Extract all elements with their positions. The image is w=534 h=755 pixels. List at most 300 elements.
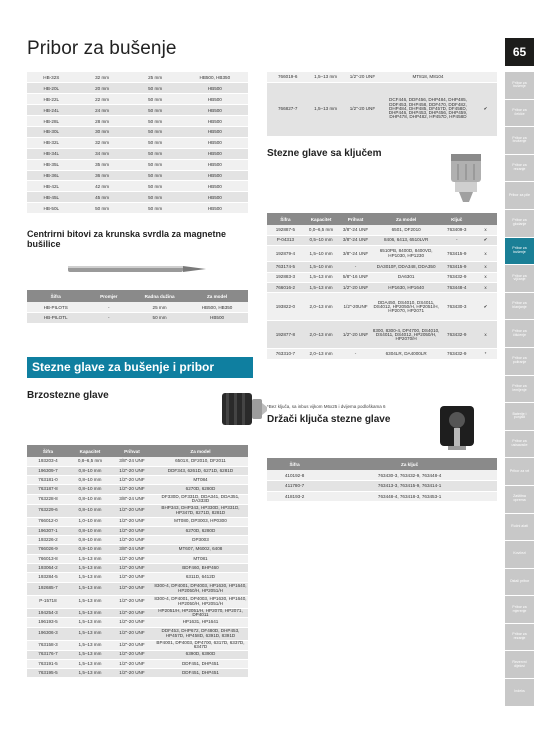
table-cell: 20 mm	[76, 83, 129, 94]
table-cell: 763176-7	[27, 650, 69, 659]
col-header: Prihvat	[338, 213, 373, 225]
key-holders-table	[267, 458, 497, 502]
table-cell: 1,5–13 mm	[69, 582, 111, 595]
key-holders-heading: Držači ključa stezne glave	[267, 414, 391, 425]
table-cell: BP4001, DP4003, DP4700, 6317D, 6337D, 6347D	[153, 640, 248, 650]
table-cell: 1,5–13 mm	[69, 573, 111, 582]
table-row	[27, 627, 248, 640]
table-cell: 34 mm	[76, 148, 129, 159]
table-row	[27, 126, 248, 137]
table-cell: 1/2"-20 UNF	[111, 582, 153, 595]
table-row	[27, 582, 248, 595]
table-cell: 1/2"-20 UNF	[111, 526, 153, 535]
table-cell: 6304LR, DA4000LR	[373, 349, 440, 359]
table-cell: 1,0–10 mm	[69, 517, 111, 526]
table-cell: 50 mm	[133, 313, 186, 324]
table-cell: HB500	[182, 159, 248, 170]
col-header: Šifra	[27, 445, 69, 457]
table-cell: 193822-0	[267, 293, 304, 321]
table-row	[27, 659, 248, 668]
table-cell: HB500	[186, 313, 248, 324]
col-header: Za ključ	[322, 458, 497, 470]
table-cell: HB500, HB350	[186, 302, 248, 313]
table-row	[27, 181, 248, 192]
table-cell: DDF343, 6261D, 6271D, 6281D	[153, 466, 248, 475]
table-row	[27, 573, 248, 582]
table-row	[267, 321, 497, 349]
table-cell: DA6301	[373, 272, 440, 282]
table-cell: 1/2"-20 UNF	[111, 563, 153, 572]
table-cell: 1/2"-20 UNF	[111, 485, 153, 494]
table-cell: HB-36L	[27, 170, 76, 181]
table-cell: 766827-7	[267, 82, 308, 136]
chapter-tab[interactable]: Kovčezi	[505, 541, 534, 569]
table-row	[27, 105, 248, 116]
table-cell: HP2051/H, HP2051/H, HP2070, HP2071, DP4011	[153, 608, 248, 618]
quick-chucks-table	[27, 445, 248, 678]
table-row	[27, 640, 248, 650]
table-cell: 50 mm	[129, 203, 182, 214]
table-cell: 763158-3	[27, 640, 69, 650]
table-cell: 50 mm	[129, 170, 182, 181]
table-cell: 0,8–6,5 mm	[69, 457, 111, 466]
table-cell: -	[338, 349, 373, 359]
table-row	[27, 526, 248, 535]
table-cell: MT080, DP3003, HP0300	[153, 517, 248, 526]
table-cell: 1/2"-20 UNF	[111, 627, 153, 640]
table-cell: 1/2"-20 UNF	[111, 595, 153, 608]
table-row	[27, 554, 248, 563]
table-cell: ✔	[474, 235, 497, 245]
table-row	[27, 608, 248, 618]
table-row	[27, 536, 248, 545]
table-cell: 1/2"-20 UNF	[111, 517, 153, 526]
chapter-tab[interactable]: Pribor za čekiće	[505, 100, 534, 128]
table-cell: 2,0–13 mm	[304, 321, 339, 349]
chapter-tab[interactable]: Pribor za vrt	[505, 458, 534, 486]
table-cell: HB500, HB350	[182, 72, 248, 83]
chapter-tab[interactable]: Ostali pribor	[505, 569, 534, 597]
table-cell: HB500	[182, 116, 248, 127]
table-cell: HB-20L	[27, 83, 76, 94]
table-cell: HB500	[182, 137, 248, 148]
table-cell: 196193-5	[27, 618, 69, 627]
table-cell: 2,0–13 mm	[304, 293, 339, 321]
table-cell: -	[84, 313, 133, 324]
table-cell: HB500	[182, 83, 248, 94]
table-cell: MT081	[153, 554, 248, 563]
table-row	[267, 72, 497, 82]
table-row	[27, 159, 248, 170]
table-cell: HP1631, HP1641	[153, 618, 248, 627]
table-cell: HB-45L	[27, 192, 76, 203]
table-cell: HB500	[182, 105, 248, 116]
table-row	[27, 72, 248, 83]
table-cell: 50 mm	[129, 83, 182, 94]
col-header: Šifra	[267, 458, 322, 470]
chapter-tab[interactable]: Pribor za čišćenje	[505, 320, 534, 348]
table-row	[267, 349, 497, 359]
table-cell: 1,5–13 mm	[69, 640, 111, 650]
pilot-bit-image	[68, 263, 208, 275]
table-cell: 192883-3	[267, 272, 304, 282]
col-header: Promjer	[84, 290, 133, 302]
table-cell: 763448-4	[439, 283, 474, 293]
table-cell: HB-PILOTS	[27, 302, 84, 313]
bits-table	[27, 72, 248, 214]
chapter-tab[interactable]: Pribor za vijčanje	[505, 265, 534, 293]
table-cell: x	[474, 246, 497, 262]
table-cell: HB-30L	[27, 126, 76, 137]
table-cell: HB-34L	[27, 148, 76, 159]
table-cell: 50 mm	[76, 203, 129, 214]
table-cell: 28 mm	[76, 116, 129, 127]
table-cell: 1/2"-20 UNF	[111, 504, 153, 517]
table-cell: 763413-3, 763415-9, 763414-1	[322, 481, 497, 492]
table-cell: 196307-1	[27, 526, 69, 535]
table-cell: 50 mm	[129, 159, 182, 170]
table-cell: x	[474, 262, 497, 272]
col-header: Ključ	[439, 213, 474, 225]
keyed-chuck-image	[445, 150, 500, 205]
table-cell: DP3003	[153, 536, 248, 545]
table-cell: 0,8–10 mm	[69, 504, 111, 517]
table-cell: 35 mm	[76, 159, 129, 170]
table-cell: 193064-2	[27, 563, 69, 572]
chapter-tab[interactable]: Indeks	[505, 679, 534, 707]
table-cell: DDF453, DHP672, DF480D, DHP453, HP457D, HP458D, 6391D, 8391D	[153, 627, 248, 640]
table-cell: 3/8"-24 UNF	[338, 235, 373, 245]
table-cell: x	[474, 321, 497, 349]
table-cell: x	[474, 272, 497, 282]
chapter-tab[interactable]: Pribor za brušenje	[505, 127, 534, 155]
table-row	[27, 313, 248, 324]
table-cell: -	[338, 262, 373, 272]
table-row	[27, 116, 248, 127]
table-cell: 1,5–13 mm	[69, 554, 111, 563]
table-cell: 1,5–13 mm	[69, 608, 111, 618]
table-cell: DA3010F, DDA348, DDA350	[373, 262, 440, 272]
table-cell: 42 mm	[76, 181, 129, 192]
table-cell: 6270D, 6280D	[153, 485, 248, 494]
table-cell: 763195-5	[27, 669, 69, 678]
table-cell: MT607, M6002, 6408	[153, 545, 248, 554]
table-cell: 50 mm	[129, 192, 182, 203]
table-cell: 763432-9	[439, 349, 474, 359]
keyed-chucks-heading: Stezne glave sa ključem	[267, 148, 382, 159]
table-cell: x	[474, 225, 497, 235]
table-cell: HB-22L	[27, 94, 76, 105]
page-number: 65	[505, 38, 534, 66]
table-cell: 763432-9	[439, 321, 474, 349]
table-cell: 50 mm	[129, 126, 182, 137]
table-cell: HB500	[182, 148, 248, 159]
chapter-tab[interactable]: Pribor za poliranje	[505, 348, 534, 376]
table-cell: 1,5–13 mm	[69, 669, 111, 678]
table-cell: -	[439, 235, 474, 245]
table-cell: 1/2"-20 UNF	[111, 618, 153, 627]
table-cell: 1/2"-20 UNF	[111, 659, 153, 668]
table-cell: -	[84, 302, 133, 313]
table-cell: 763181-0	[27, 476, 69, 485]
col-header: Kapacitet	[69, 445, 111, 457]
table-cell: P-15718	[27, 595, 69, 608]
chapter-tab[interactable]: Rezervni dijelovi	[505, 651, 534, 679]
table-cell: DDA450, DS4010, DS4011, DS4012, HP2050/H, HP2051/H, HP2070, HP2071	[373, 293, 440, 321]
table-cell: 763310-7	[267, 349, 304, 359]
table-cell: 32 mm	[76, 137, 129, 148]
table-cell: DDF451, DHP451	[153, 659, 248, 668]
table-cell: 0,8–10 mm	[69, 494, 111, 504]
table-cell: 1/2"-20 UNF	[343, 82, 382, 136]
table-row	[267, 283, 497, 293]
col-header: Prihvat	[111, 445, 153, 457]
table-cell: x	[474, 283, 497, 293]
table-cell: HB-32L	[27, 137, 76, 148]
chapter-tab[interactable]: Baterije i punjači	[505, 403, 534, 431]
table-cell: 6311D, 6412D	[153, 573, 248, 582]
table-cell: 196306-3	[27, 627, 69, 640]
table-cell: 3/8"-24 UNF	[111, 457, 153, 466]
chapter-tab[interactable]: Ručni alati	[505, 514, 534, 542]
table-cell: 32 mm	[76, 72, 129, 83]
chapter-tab[interactable]: Pribor za bušenje	[505, 238, 534, 266]
table-cell: 763229-6	[27, 504, 69, 517]
table-row	[27, 669, 248, 678]
table-cell: 6501X, DF2010, DF2011	[153, 457, 248, 466]
table-row	[267, 481, 497, 492]
table-cell: 763228-8	[27, 494, 69, 504]
table-cell: 192877-8	[267, 321, 304, 349]
table-cell: 1,5–13 mm	[69, 563, 111, 572]
table-cell: 0,8–10 mm	[69, 485, 111, 494]
chapter-tab[interactable]: Pribor za mjerenje	[505, 596, 534, 624]
table-cell: 193284-5	[27, 573, 69, 582]
table-cell: 1/2"-20 UNF	[111, 650, 153, 659]
table-cell: 8406, 6413, 6510LVR	[373, 235, 440, 245]
table-cell: 25 mm	[133, 302, 186, 313]
table-cell: 192887-5	[267, 225, 304, 235]
table-cell: 1/2"-20 UNF	[338, 321, 373, 349]
table-cell: 0,0–6,5 mm	[304, 225, 339, 235]
table-cell: HB500	[182, 94, 248, 105]
table-cell: 3/8"-24 UNF	[338, 246, 373, 262]
table-cell: 45 mm	[76, 192, 129, 203]
table-cell: 1/2"-20 UNF	[111, 476, 153, 485]
table-cell: HB500	[182, 170, 248, 181]
table-cell: HB500	[182, 203, 248, 214]
table-row	[27, 485, 248, 494]
table-cell: 411780-7	[267, 481, 322, 492]
table-cell: 1/2"-20 UNF	[343, 72, 382, 82]
table-cell: 8300-4, DP4001, DP4003, HP1630, HP1640, HP2050/H, HP2051/H	[153, 595, 248, 608]
table-cell: 1/2"-20 UNF	[111, 466, 153, 475]
table-row	[27, 137, 248, 148]
table-cell: 1,5–13 mm	[304, 283, 339, 293]
table-cell: 763432-9	[439, 272, 474, 282]
table-cell: DDF451, DHP451	[153, 669, 248, 678]
table-cell: HB-32S	[27, 72, 76, 83]
table-cell: 410192-8	[267, 470, 322, 481]
table-row	[27, 302, 248, 313]
table-cell: 196309-7	[27, 466, 69, 475]
table-cell: 30 mm	[76, 126, 129, 137]
table-cell: 763415-9	[439, 262, 474, 272]
table-row	[27, 457, 248, 466]
table-cell: 22 mm	[76, 94, 129, 105]
table-cell: 192879-4	[267, 246, 304, 262]
table-row	[267, 225, 497, 235]
table-cell: HB-28L	[27, 116, 76, 127]
section-banner: Stezne glave za bušenje i pribor	[27, 357, 253, 378]
table-cell: 1,5–13 mm	[69, 627, 111, 640]
table-cell: 1/2"-20 UNF	[338, 283, 373, 293]
table-row	[267, 470, 497, 481]
table-cell: 0,8–10 mm	[69, 536, 111, 545]
chapter-tab[interactable]: Pribor za lemljenje	[505, 376, 534, 404]
table-cell: 24 mm	[76, 105, 129, 116]
table-cell: 1/2"-20 UNF	[111, 536, 153, 545]
col-header	[474, 213, 497, 225]
pilots-table	[27, 290, 248, 324]
keyed-chucks-table	[267, 213, 497, 360]
table-cell: 766026-9	[27, 545, 69, 554]
table-row	[27, 494, 248, 504]
table-row	[27, 203, 248, 214]
table-row	[27, 476, 248, 485]
table-cell: 1,5–13 mm	[69, 618, 111, 627]
table-cell: 763187-8	[27, 485, 69, 494]
table-cell: 193226-2	[27, 536, 69, 545]
table-cell: 763174-5	[267, 262, 304, 272]
table-cell: 766016-2	[267, 283, 304, 293]
quick-chucks-heading: Brzostezne glave	[27, 390, 109, 401]
table-row	[267, 246, 497, 262]
table-cell: BDF460, BHP460	[153, 563, 248, 572]
table-cell: 50 mm	[129, 181, 182, 192]
table-cell: 1,5–10 mm	[304, 246, 339, 262]
table-cell: 1,5–13 mm	[69, 595, 111, 608]
table-cell: 0,8–10 mm	[69, 476, 111, 485]
table-cell: 2,0–13 mm	[304, 349, 339, 359]
table-cell: 1/2"-20 UNF	[111, 554, 153, 563]
table-row	[267, 491, 497, 502]
keyless-cont-table	[267, 72, 497, 137]
table-cell: HP1630, HP1640	[373, 283, 440, 293]
table-cell: HB500	[182, 192, 248, 203]
table-cell: 3/8"-24 UNF	[111, 494, 153, 504]
table-cell: 6501, DF2010	[373, 225, 440, 235]
table-cell: 8300, 8300-4, DP4700, DS4010, DS4011, DS4012, HP2050/H, HP2070/H	[373, 321, 440, 349]
table-row	[27, 466, 248, 475]
table-cell: 36 mm	[76, 170, 129, 181]
chapter-tab[interactable]: Pribor za rezanje	[505, 624, 534, 652]
table-row	[267, 272, 497, 282]
table-cell: HB500	[182, 126, 248, 137]
table-cell: 766012-0	[27, 517, 69, 526]
table-cell: 1/2"-20 UNF	[111, 573, 153, 582]
keyless-chuck-image	[218, 385, 268, 433]
table-cell: 194254-3	[27, 608, 69, 618]
table-row	[267, 235, 497, 245]
table-cell: 6270D, 6280D	[153, 526, 248, 535]
table-cell: 50 mm	[129, 94, 182, 105]
table-cell: 50 mm	[129, 116, 182, 127]
table-cell: BHP343, DHP343, HP330D, HP331D, HP347D, 8271D, 8281D	[153, 504, 248, 517]
chapter-tab[interactable]: Pribor za bušenje	[505, 72, 534, 100]
table-cell: 1,5–13 mm	[69, 650, 111, 659]
key-holder-image	[430, 398, 490, 453]
table-cell: HB-42L	[27, 181, 76, 192]
col-header: Radna dužina	[133, 290, 186, 302]
table-row	[27, 618, 248, 627]
table-row	[27, 517, 248, 526]
table-cell: 3/8"-24 UNF	[111, 545, 153, 554]
chapter-tab[interactable]: Pribor za rezanje	[505, 155, 534, 183]
table-cell: 1,5–13 mm	[308, 72, 343, 82]
chapter-tab[interactable]: Pribor za usisavače	[505, 431, 534, 459]
table-cell: 6510PB, 8400D, 8400VD, HP1030, HP1230	[373, 246, 440, 262]
table-cell: 763430-3	[439, 293, 474, 321]
table-row	[27, 170, 248, 181]
chapter-tab[interactable]: Pribor za blanjanje	[505, 293, 534, 321]
table-row	[267, 262, 497, 272]
table-cell: HB-35L	[27, 159, 76, 170]
table-cell: 1/2"-20 UNF	[111, 669, 153, 678]
col-header: Za model	[186, 290, 248, 302]
table-row	[267, 293, 497, 321]
table-cell: 763415-9	[439, 246, 474, 262]
table-cell: 418193-2	[267, 491, 322, 502]
table-cell: 1/2"-20 UNF	[111, 640, 153, 650]
table-row	[27, 650, 248, 659]
table-cell: 766019-6	[267, 72, 308, 82]
table-cell: 5/8"-16 UNF	[338, 272, 373, 282]
table-cell: 25 mm	[129, 72, 182, 83]
table-cell: MT818, M8104	[382, 72, 474, 82]
table-cell: *	[474, 349, 497, 359]
table-cell: HB-50L	[27, 203, 76, 214]
table-cell: ✔	[474, 82, 497, 136]
table-cell: HB-24L	[27, 105, 76, 116]
table-cell: 1,5–13 mm	[308, 82, 343, 136]
table-cell: 1,5–10 mm	[304, 262, 339, 272]
table-cell: 1/2"-20 UNF	[111, 608, 153, 618]
col-header: Za model	[153, 445, 248, 457]
table-cell: DF330D, DF331D, DDA341, DDA351, DA333D	[153, 494, 248, 504]
table-cell: 3/8"-24 UNF	[338, 225, 373, 235]
table-cell: 763430-3, 763432-9, 763448-4	[322, 470, 497, 481]
table-cell: 0,8–10 mm	[69, 466, 111, 475]
table-row	[27, 595, 248, 608]
table-row	[27, 545, 248, 554]
chapter-tabs	[505, 72, 534, 707]
chapter-tab[interactable]: Zaštitna oprema	[505, 486, 534, 514]
chapter-tab[interactable]: Pribor za pile	[505, 182, 534, 210]
col-header: Kapacitet	[304, 213, 339, 225]
table-cell: 50 mm	[129, 105, 182, 116]
table-cell: 6390D, 6390D	[153, 650, 248, 659]
table-cell: HB500	[182, 181, 248, 192]
pilots-heading: Centrirni bitovi za krunska svrdla za magnetne bušilice	[27, 229, 227, 249]
table-cell: 1,5–13 mm	[304, 272, 339, 282]
table-cell: 1,5–13 mm	[69, 659, 111, 668]
table-cell	[474, 72, 497, 82]
table-row	[27, 83, 248, 94]
table-cell: 193203-4	[27, 457, 69, 466]
table-cell: 0,8–10 mm	[69, 526, 111, 535]
chapter-tab[interactable]: Pribor za glodanje	[505, 210, 534, 238]
